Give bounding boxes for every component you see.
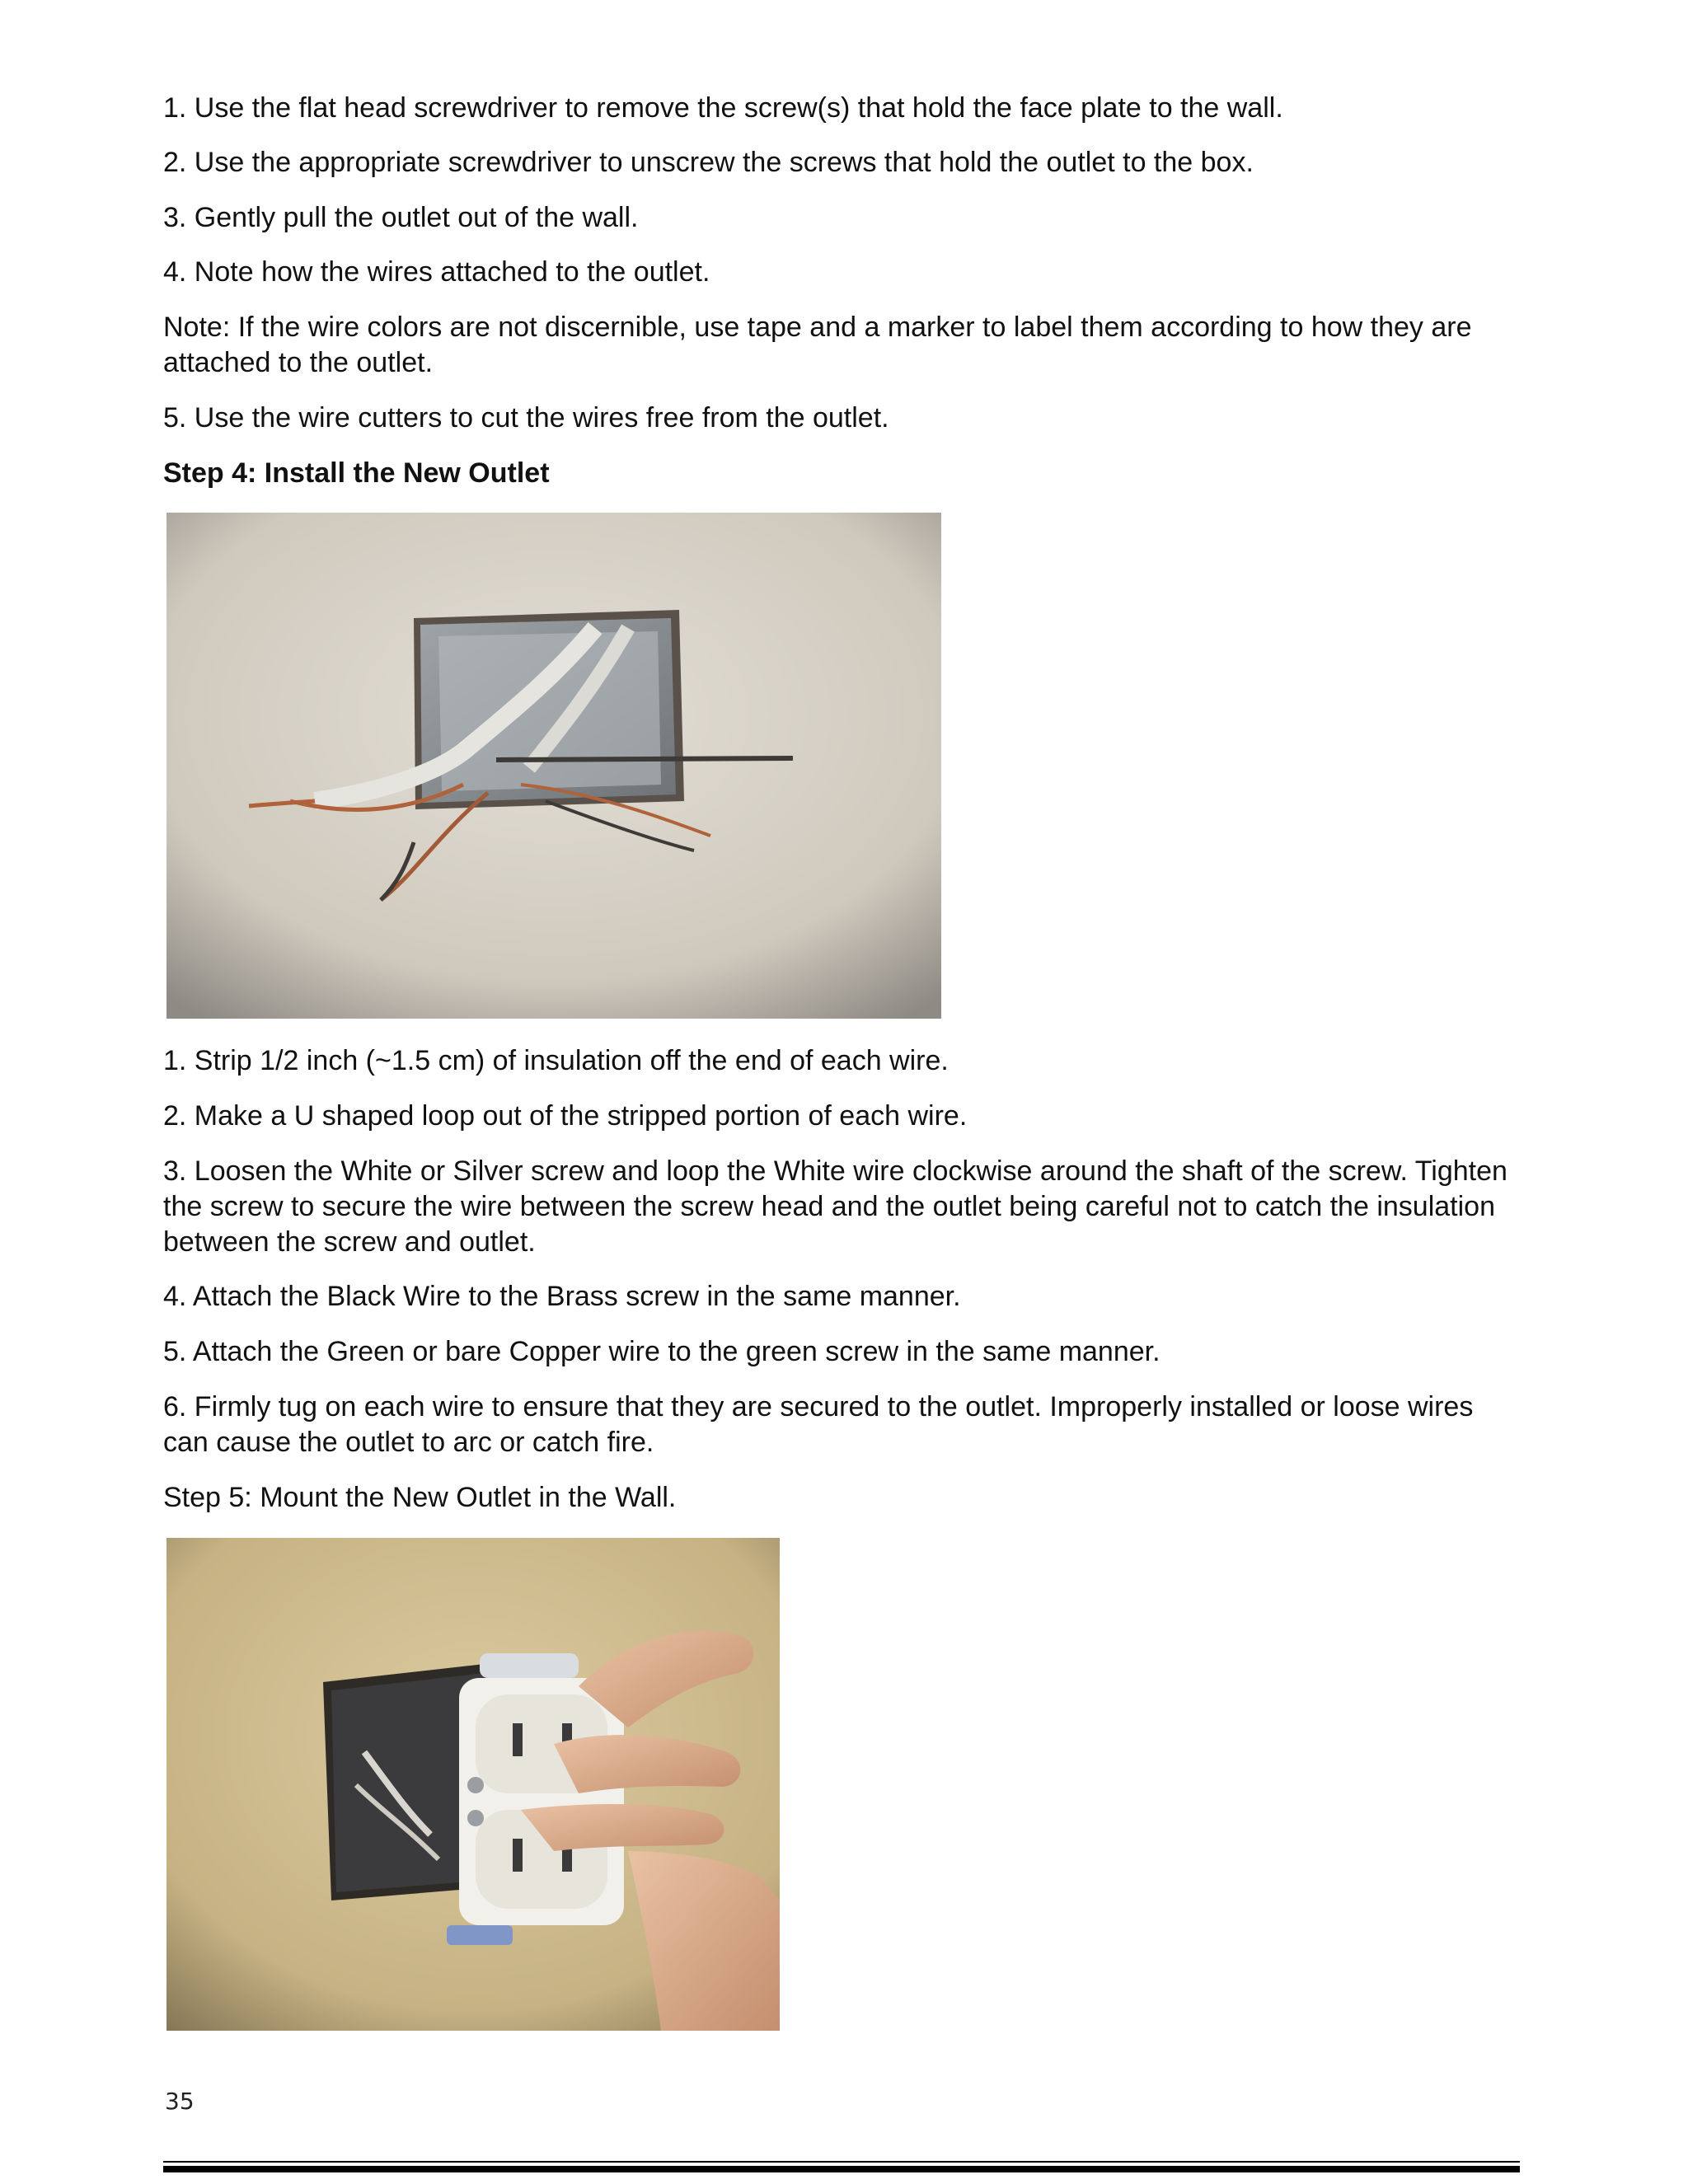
wiring-box-photo	[166, 513, 941, 1019]
step-5-heading: Step 5: Mount the New Outlet in the Wall.	[163, 1482, 677, 1513]
step-4-5: 5. Attach the Green or bare Copper wire to the green screw in the same manner.	[163, 1336, 1160, 1367]
step-4-4: 4. Attach the Black Wire to the Brass screw in the same manner.	[163, 1281, 961, 1312]
wire-color-note: Note: If the wire colors are not discernible, use tape and a marker to label them according to how they are attached to the outlet.	[163, 312, 1472, 378]
page-number: 35	[165, 2088, 195, 2115]
step-4-1: 1. Strip 1/2 inch (~1.5 cm) of insulation off the end of each wire.	[163, 1045, 949, 1076]
step-3-2: 2. Use the appropriate screwdriver to unscrew the screws that hold the outlet to the box.	[163, 147, 1254, 178]
step-3-5: 5. Use the wire cutters to cut the wires free from the outlet.	[163, 402, 889, 434]
step-3-1: 1. Use the flat head screwdriver to remove the screw(s) that hold the face plate to the wall.	[163, 92, 1283, 124]
step-4-3: 3. Loosen the White or Silver screw and loop the White wire clockwise around the shaft of the screw. Tighten the screw to secure the wire between the screw head and the outlet being careful not to catch the insulation between the screw and outlet.	[163, 1155, 1507, 1258]
step-4-2: 2. Make a U shaped loop out of the stripped portion of each wire.	[163, 1100, 968, 1132]
step-3-3: 3. Gently pull the outlet out of the wall.	[163, 202, 639, 233]
step-4-heading: Step 4: Install the New Outlet	[163, 457, 550, 489]
step-4-6: 6. Firmly tug on each wire to ensure that they are secured to the outlet. Improperly installed or loose wires can cause the outlet to arc or catch fire.	[163, 1391, 1474, 1458]
step-3-4: 4. Note how the wires attached to the outlet.	[163, 256, 710, 288]
mounting-outlet-photo	[166, 1538, 780, 2031]
footer-rule-thin	[163, 2161, 1520, 2163]
mounting-outlet-image	[166, 1538, 780, 2031]
wiring-box-image	[166, 513, 941, 1019]
footer-rule-thick	[163, 2166, 1520, 2172]
